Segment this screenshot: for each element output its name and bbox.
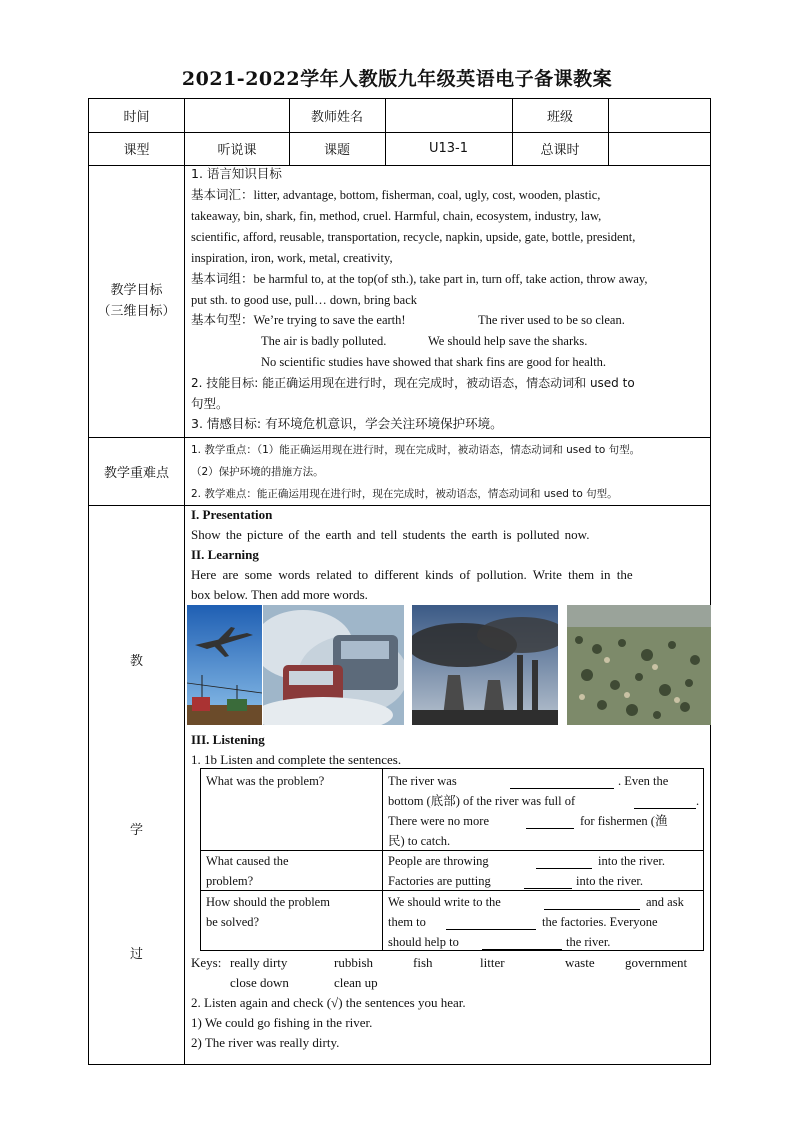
blank-1[interactable]: [510, 774, 614, 789]
answer-2-line-1a: People are throwing: [388, 854, 489, 868]
presentation-text: Show the picture of the earth and tell students the earth is polluted now.: [191, 527, 590, 542]
section-learning: II. Learning: [191, 547, 259, 562]
answer-3-line-3a: should help to: [388, 935, 459, 949]
vocab-label: 基本词汇：: [191, 187, 254, 202]
blank-2[interactable]: [634, 794, 696, 809]
learning-text-2: box below. Then add more words.: [191, 587, 368, 602]
question-3-line-2: be solved?: [206, 915, 260, 929]
answer-1-line-4: 民) to catch.: [388, 834, 451, 848]
process-label-3: 过: [129, 946, 143, 962]
inner-col-divider: [382, 769, 383, 950]
sentence-line-1: [191, 310, 406, 331]
key-4: litter: [480, 955, 505, 970]
key-5: waste: [565, 955, 595, 970]
sentence-d: We should help save the sharks.: [428, 334, 588, 348]
listen-again-instruction: 2. Listen again and check (√) the sentences you hear.: [191, 995, 466, 1010]
traffic-smog-photo: [263, 605, 404, 725]
factory-smoke-photo: [412, 605, 558, 725]
topic-value: U13-1: [428, 141, 469, 156]
section-listening: III. Listening: [191, 732, 265, 747]
key-8: clean up: [334, 975, 378, 990]
question-3-line-1: How should the problem: [206, 895, 330, 909]
phrase-line-1: [191, 269, 648, 290]
goal-language: 1. 语言知识目标: [191, 166, 282, 181]
answer-3-line-2b: the factories. Everyone: [542, 915, 658, 929]
vocab-line-1: [191, 185, 704, 206]
blank-4[interactable]: [536, 854, 592, 869]
listening-instruction: 1. 1b Listen and complete the sentences.: [191, 752, 402, 767]
blank-5[interactable]: [524, 874, 572, 889]
vocab-line-3: scientific, afford, reusable, transportation, recycle, napkin, upside, gate, bottle, president,: [191, 230, 636, 244]
answer-2-line-2b: into the river.: [576, 874, 643, 888]
phrase-label: 基本词组：: [191, 271, 254, 286]
answer-1-line-3a: There were no more: [388, 814, 489, 828]
sentence-b: The river used to be so clean.: [478, 313, 625, 327]
goals-label: [89, 165, 184, 437]
question-1: What was the problem?: [206, 774, 325, 788]
key-1: really dirty: [230, 955, 288, 970]
goals-label-line1: 教学目标: [110, 283, 163, 298]
type-label: 课型: [123, 143, 150, 158]
answer-3-line-3b: the river.: [566, 935, 611, 949]
airplane-pollution-photo: [187, 605, 262, 725]
answer-3-line-1b: and ask: [646, 895, 684, 909]
focus-line-2: （2）保护环境的措施方法。: [191, 466, 324, 478]
answer-1-line-2a: bottom (底部) of the river was full of: [388, 794, 576, 808]
blank-6[interactable]: [544, 895, 640, 910]
phrase-text-1: be harmful to, at the top(of sth.), take part in, turn off, take action, throw away,: [253, 272, 648, 286]
process-label-1: 教: [129, 653, 143, 669]
focus-label: 教学重难点: [103, 465, 169, 481]
periods-label: 总课时: [540, 143, 580, 158]
col-divider: [608, 99, 609, 165]
key-3: fish: [413, 955, 433, 970]
period-mark: .: [696, 794, 700, 808]
focus-line-1: 1. 教学重点：（1）能正确运用现在进行时，现在完成时，被动语态，情态动词和 used to 句型。: [191, 444, 641, 456]
question-2-line-2: problem?: [206, 874, 254, 888]
blank-7[interactable]: [446, 915, 536, 930]
question-2-line-1: [206, 851, 374, 871]
goals-label-line2: （三维目标）: [97, 304, 176, 319]
answer-3-line-2a: them to: [388, 915, 426, 929]
sentence-e: No scientific studies have showed that shark fins are good for health.: [261, 355, 607, 369]
process-label-2: 学: [129, 822, 143, 838]
check-sentence-2: 2) The river was really dirty.: [191, 1035, 340, 1050]
answer-1-line-2: [388, 791, 575, 811]
page-title: 2021-2022学年人教版九年级英语电子备课教案: [181, 68, 613, 90]
goal-skill-1: 2. 技能目标: 能正确运用现在进行时，现在完成时，被动语态，情态动词和 used to: [191, 376, 635, 390]
answer-1-line-1b: . Even the: [618, 774, 669, 788]
type-value: 听说课: [217, 143, 257, 158]
check-sentence-1: 1) We could go fishing in the river.: [191, 1015, 373, 1030]
col-divider: [184, 99, 185, 1064]
class-label: 班级: [546, 110, 573, 125]
answer-1-line-3b: for fishermen (渔: [580, 814, 668, 828]
answer-2-line-2a: Factories are putting: [388, 874, 491, 888]
goal-skill-2: 句型。: [191, 396, 229, 411]
row-divider: [89, 505, 710, 506]
blank-3[interactable]: [526, 814, 574, 829]
topic-label: 课题: [323, 143, 350, 158]
key-2: rubbish: [334, 955, 373, 970]
section-presentation: I. Presentation: [191, 507, 273, 522]
vocab-text-1: litter, advantage, bottom, fisherman, coal, ugly, cost, wooden, plastic,: [253, 188, 601, 202]
vocab-line-2: takeaway, bin, shark, fin, method, cruel. Harmful, chain, ecosystem, industry, law,: [191, 209, 602, 223]
sentence-label: 基本句型：: [191, 312, 254, 327]
key-7: close down: [230, 975, 289, 990]
teacher-label: 教师姓名: [310, 110, 363, 125]
focus-line-3: 2. 教学难点：能正确运用现在进行时，现在完成时，被动语态，情态动词和 used to 句型。: [191, 488, 618, 500]
goal-emotion: 3. 情感目标: 有环境危机意识，学会关注环境保护环境。: [191, 416, 503, 431]
phrase-line-2: put sth. to good use, pull… down, bring back: [191, 293, 418, 307]
answer-1-line-1a: The river was: [388, 774, 457, 788]
vocab-line-4: inspiration, iron, work, metal, creativity,: [191, 251, 393, 265]
blank-8[interactable]: [482, 935, 562, 950]
key-6: government: [625, 955, 688, 970]
answer-3-line-1a: We should write to the: [388, 895, 501, 909]
time-label: 时间: [123, 110, 150, 125]
learning-text-1: Here are some words related to different kinds of pollution. Write them in the: [191, 567, 633, 582]
question-2-text-1: What caused the: [206, 854, 289, 868]
sentence-a: We’re trying to save the earth!: [253, 313, 406, 327]
sentence-c: The air is badly polluted.: [261, 334, 387, 348]
keys-label: Keys:: [191, 955, 222, 970]
polluted-water-photo: [567, 605, 711, 725]
answer-2-line-1b: into the river.: [598, 854, 665, 868]
